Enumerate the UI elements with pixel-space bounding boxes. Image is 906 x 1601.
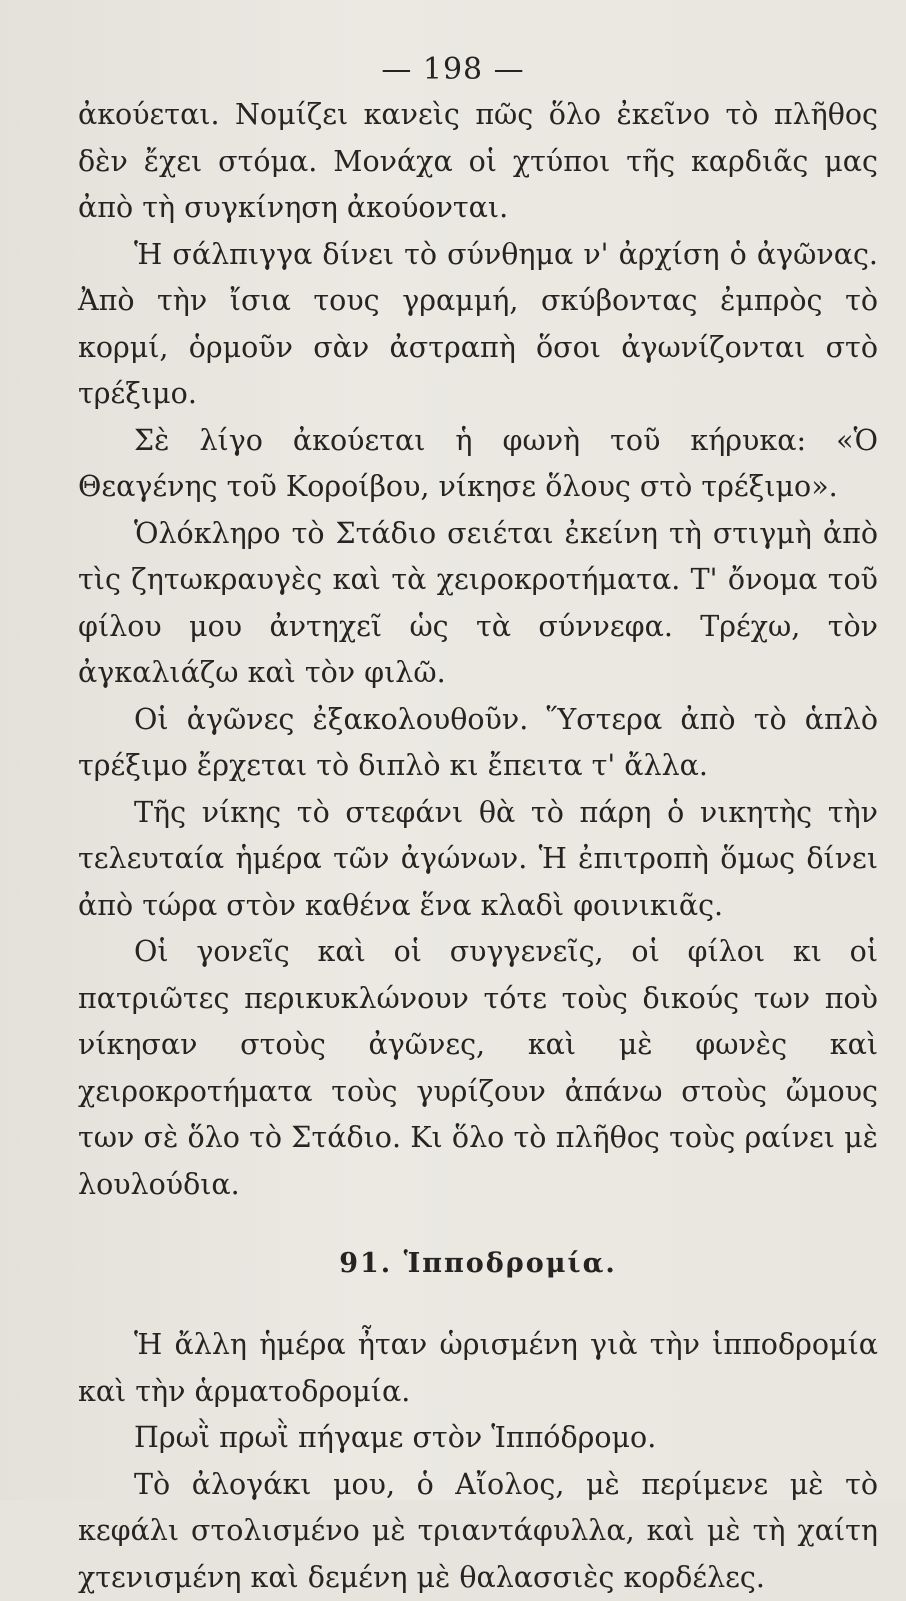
section-paragraph: Πρωῒ πρωῒ πήγαμε στὸν Ἱππόδρομο. [78,1415,878,1462]
paragraph-continuation: ἀκούεται. Νομίζει κανεὶς πῶς ὅλο ἐκεῖνο τὸ πλῆθος δὲν ἔχει στόμα. Μονάχα οἱ χτύποι τῆς καρδιᾶς μας ἀπὸ τὴ συγκίνηση ἀκούονται. [78,92,878,232]
paragraph: Οἱ ἀγῶνες ἐξακολουθοῦν. Ὕστερα ἀπὸ τὸ ἁπλὸ τρέξιμο ἔρχεται τὸ διπλὸ κι ἔπειτα τ' ἄλλα. [78,697,878,790]
page-body [78,92,878,1601]
paragraph: Ὁλόκληρο τὸ Στάδιο σειέται ἐκείνη τὴ στιγμὴ ἀπὸ τὶς ζητωκραυγὲς καὶ τὰ χειροκροτήματα. Τ' ὄνομα τοῦ φίλου μου ἀντηχεῖ ὡς τὰ σύννεφα. Τρέχω, τὸν ἀγκαλιάζω καὶ τὸν φιλῶ. [78,511,878,697]
page-number: — 198 — [0,52,906,87]
section-heading: 91. Ἱπποδρομία. [78,1244,878,1284]
paragraph: Τῆς νίκης τὸ στεφάνι θὰ τὸ πάρη ὁ νικητὴς τὴν τελευταία ἡμέρα τῶν ἀγώνων. Ἡ ἐπιτροπὴ ὅμως δίνει ἀπὸ τώρα στὸν καθένα ἕνα κλαδὶ φοινικιᾶς. [78,790,878,930]
paragraph: Οἱ γονεῖς καὶ οἱ συγγενεῖς, οἱ φίλοι κι οἱ πατριῶτες περικυκλώνουν τότε τοὺς δικούς των ποὺ νίκησαν στοὺς ἀγῶνες, καὶ μὲ φωνὲς καὶ χειροκροτήματα τοὺς γυρίζουν ἀπάνω στοὺς ὤμους των σὲ ὅλο τὸ Στάδιο. Κι ὅλο τὸ πλῆθος τοὺς ραίνει μὲ λουλούδια. [78,929,878,1208]
section-paragraph: Τὸ ἀλογάκι μου, ὁ Αἴολος, μὲ περίμενε μὲ τὸ κεφάλι στολισμένο μὲ τριαντάφυλλα, καὶ μὲ τὴ χαίτη χτενισμένη καὶ δεμένη μὲ θαλασσιὲς κορδέλες. [78,1462,878,1601]
paragraph: Σὲ λίγο ἀκούεται ἡ φωνὴ τοῦ κήρυκα: «Ὁ Θεαγένης τοῦ Κορoίβου, νίκησε ὅλους στὸ τρέξιμο». [78,418,878,511]
section-paragraph: Ἡ ἄλλη ἡμέρα ἦταν ὡρισμένη γιὰ τὴν ἱπποδρομία καὶ τὴν ἁρματοδρομία. [78,1322,878,1415]
paragraph: Ἡ σάλπιγγα δίνει τὸ σύνθημα ν' ἀρχίση ὁ ἀγῶνας. Ἀπὸ τὴν ἴσια τους γραμμή, σκύβοντας ἐμπρὸς τὸ κορμί, ὁρμοῦν σὰν ἀστραπὴ ὅσοι ἀγωνίζονται στὸ τρέξιμο. [78,232,878,418]
